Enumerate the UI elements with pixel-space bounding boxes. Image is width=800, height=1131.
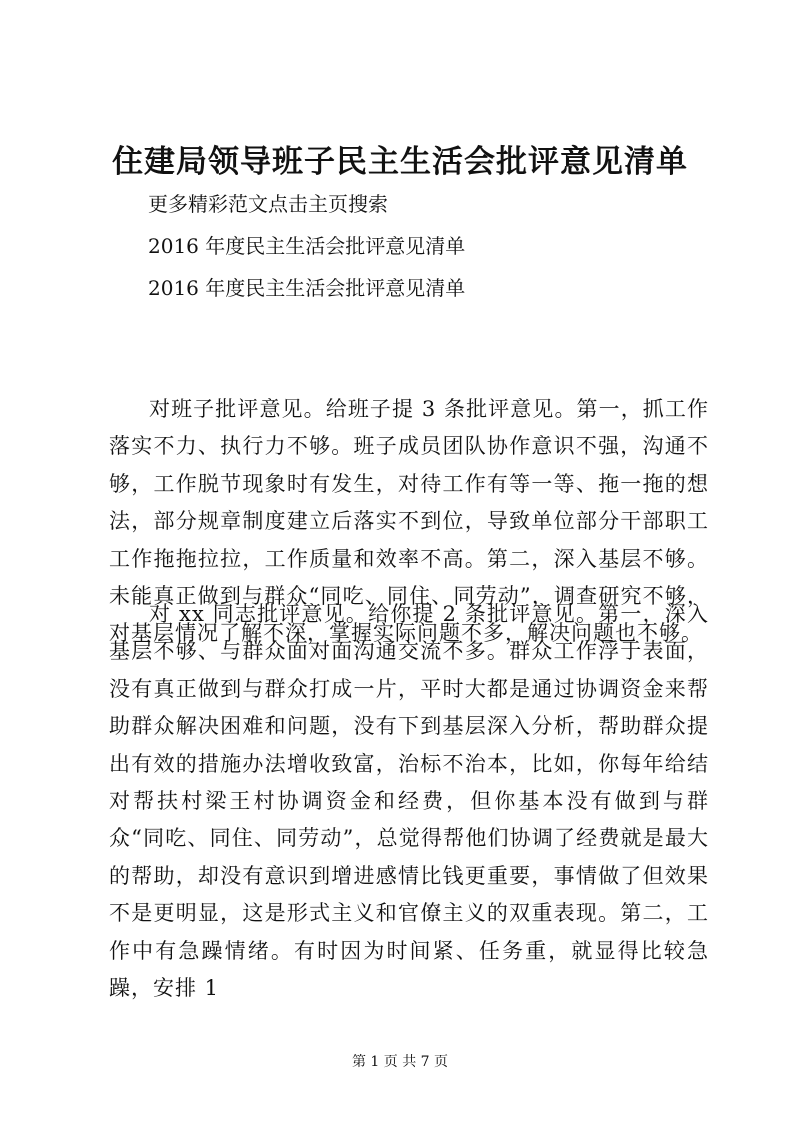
subtitle-line-2: 2016 年度民主生活会批评意见清单 (148, 276, 466, 300)
page-footer: 第 1 页 共 7 页 (351, 1054, 449, 1070)
page-title: 住建局领导班子民主生活会批评意见清单 (112, 144, 688, 180)
intro-link-text[interactable]: 更多精彩范文点击主页搜索 (148, 192, 388, 216)
body-paragraph-1: 对班子批评意见。给班子提 3 条批评意见。第一，抓工作落实不力、执行力不够。班子成员团队协作意识不强，沟通不够，工作脱节现象时有发生，对待工作有等一等、拖一拖的想法，部分规章制度建立后落实不到位，导致单位部分干部职工工作拖拖拉拉，工作质量和效率不高。第二，深入基层不够。未能真正做到与群众“同吃、同住、同劳动”，调查研究不够，对基层情况了解不深，掌握实际问题不多，解决问题也不够。 (109, 397, 709, 646)
subtitle-line-1: 2016 年度民主生活会批评意见清单 (148, 234, 466, 258)
body-paragraph-2: 对 xx 同志批评意见。给你提 2 条批评意见。第一，深入基层不够、与群众面对面沟通交流不多。群众工作浮于表面，没有真正做到与群众打成一片，平时大都是通过协调资金来帮助群众解决困难和问题，没有下到基层深入分析，帮助群众提出有效的措施办法增收致富，治标不治本，比如，你每年给结对帮扶村梁王村协调资金和经费，但你基本没有做到与群众“同吃、同住、同劳动”，总觉得帮他们协调了经费就是最大的帮助，却没有意识到增进感情比钱更重要，事情做了但效果不是更明显，这是形式主义和官僚主义的双重表现。第二，工作中有急躁情绪。有时因为时间紧、任务重，就显得比较急躁，安排 1 (109, 602, 709, 1001)
